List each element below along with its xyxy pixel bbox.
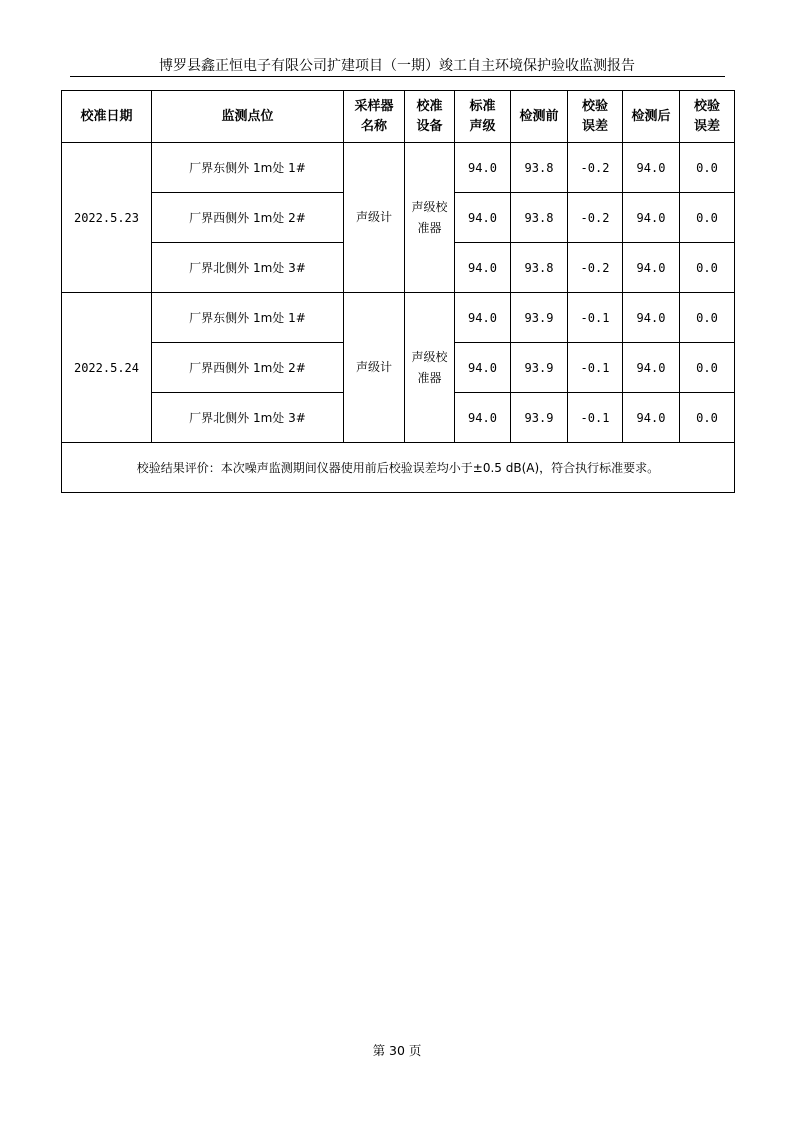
standard-level-cell: 94.0 — [455, 343, 511, 393]
table-row — [62, 143, 735, 193]
standard-level-cell: 94.0 — [455, 193, 511, 243]
col-header-err2: 校验误差 — [680, 91, 735, 143]
after-value-cell: 94.0 — [623, 143, 680, 193]
col-header-before: 检测前 — [511, 91, 568, 143]
after-error-cell: 0.0 — [680, 343, 735, 393]
conclusion-row — [62, 443, 735, 493]
after-error-cell: 0.0 — [680, 193, 735, 243]
table-header-row — [62, 91, 735, 143]
instrument-name-cell: 声级计 — [344, 293, 405, 443]
before-value-cell: 93.9 — [511, 293, 568, 343]
standard-level-cell: 94.0 — [455, 243, 511, 293]
monitoring-location-cell: 厂界西侧外 1m处 2# — [152, 343, 344, 393]
standard-level-cell: 94.0 — [455, 293, 511, 343]
after-value-cell: 94.0 — [623, 243, 680, 293]
before-value-cell: 93.8 — [511, 143, 568, 193]
standard-level-cell: 94.0 — [455, 143, 511, 193]
monitoring-location-cell: 厂界北侧外 1m处 3# — [152, 243, 344, 293]
monitoring-location-cell: 厂界西侧外 1m处 2# — [152, 193, 344, 243]
standard-level-cell: 94.0 — [455, 393, 511, 443]
instrument-name-cell: 声级计 — [344, 143, 405, 293]
before-error-cell: -0.1 — [568, 393, 623, 443]
col-header-instrument: 采样器名称 — [344, 91, 405, 143]
before-value-cell: 93.8 — [511, 193, 568, 243]
calibration-date-cell: 2022.5.24 — [62, 293, 152, 443]
after-error-cell: 0.0 — [680, 293, 735, 343]
conclusion-text: 校验结果评价：本次噪声监测期间仪器使用前后校验误差均小于±0.5 dB(A)，符合执行标准要求。 — [62, 443, 735, 493]
calibration-device-cell — [405, 143, 455, 293]
header-divider — [70, 76, 725, 77]
after-value-cell: 94.0 — [623, 193, 680, 243]
calibration-date-cell: 2022.5.23 — [62, 143, 152, 293]
monitoring-location-cell: 厂界东侧外 1m处 1# — [152, 293, 344, 343]
monitoring-location-cell: 厂界北侧外 1m处 3# — [152, 393, 344, 443]
before-error-cell: -0.1 — [568, 343, 623, 393]
col-header-after: 检测后 — [623, 91, 680, 143]
before-value-cell: 93.9 — [511, 393, 568, 443]
table-row — [62, 293, 735, 343]
calibration-device-label: 声级校准器 — [411, 199, 448, 235]
calibration-table — [61, 90, 735, 493]
report-title: 博罗县鑫正恒电子有限公司扩建项目（一期）竣工自主环境保护验收监测报告 — [159, 58, 635, 74]
col-header-std-level: 标准声级 — [455, 91, 511, 143]
col-header-err1: 校验误差 — [568, 91, 623, 143]
after-error-cell: 0.0 — [680, 393, 735, 443]
calibration-device-label: 声级校准器 — [411, 349, 448, 385]
before-error-cell: -0.2 — [568, 193, 623, 243]
calibration-device-cell — [405, 293, 455, 443]
page-number: 第 30 页 — [372, 1043, 422, 1058]
col-header-location: 监测点位 — [152, 91, 344, 143]
col-header-date: 校准日期 — [62, 91, 152, 143]
before-error-cell: -0.2 — [568, 243, 623, 293]
after-value-cell: 94.0 — [623, 393, 680, 443]
before-error-cell: -0.2 — [568, 143, 623, 193]
after-error-cell: 0.0 — [680, 143, 735, 193]
after-error-cell: 0.0 — [680, 243, 735, 293]
after-value-cell: 94.0 — [623, 343, 680, 393]
before-value-cell: 93.9 — [511, 343, 568, 393]
before-error-cell: -0.1 — [568, 293, 623, 343]
after-value-cell: 94.0 — [623, 293, 680, 343]
before-value-cell: 93.8 — [511, 243, 568, 293]
monitoring-location-cell: 厂界东侧外 1m处 1# — [152, 143, 344, 193]
col-header-device: 校准设备 — [405, 91, 455, 143]
